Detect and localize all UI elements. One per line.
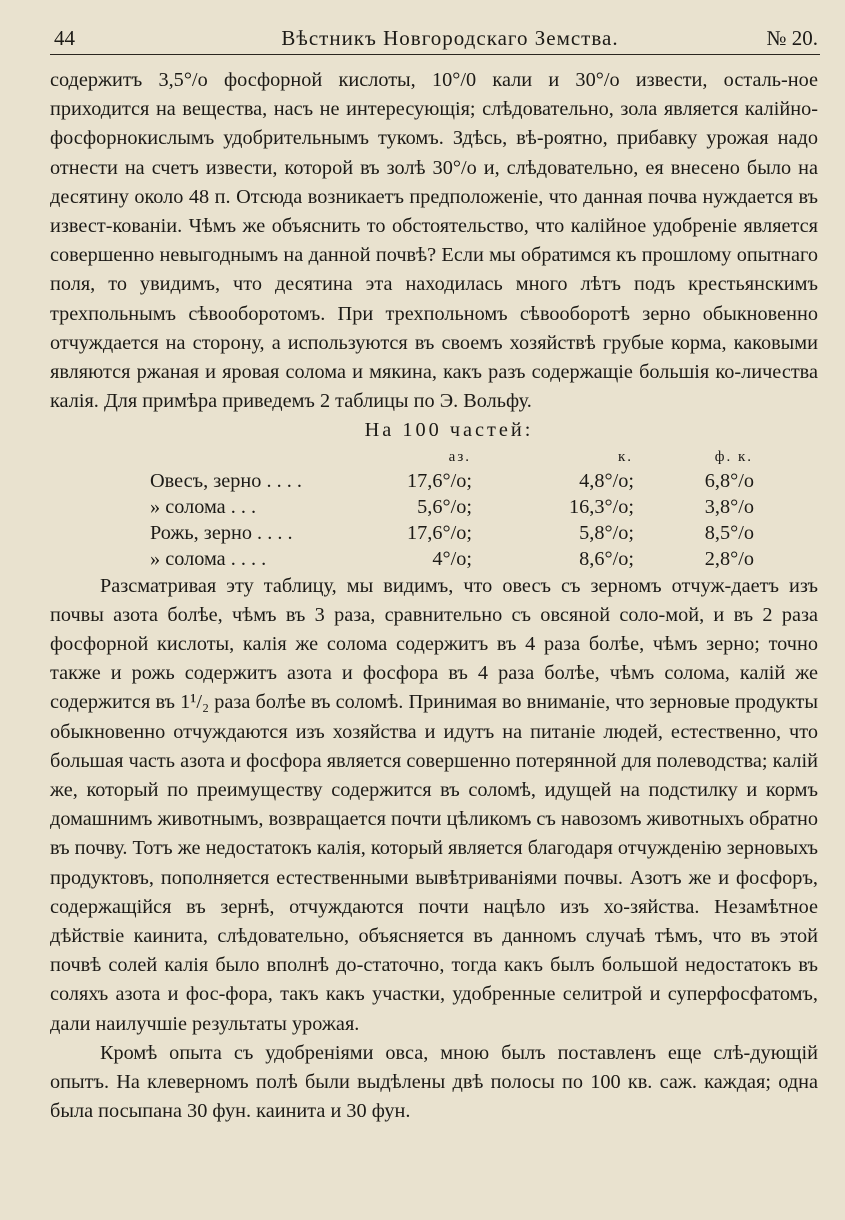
cell-phosphoric-acid: 8,5°/о: [704, 521, 754, 544]
column-nitrogen: аз.: [448, 448, 471, 465]
row-label: Овесъ, зерно: [150, 469, 262, 492]
leader-dots: . . . .: [230, 547, 267, 570]
table-row: [150, 546, 754, 572]
running-header: [50, 20, 820, 55]
table-caption: На 100 частей:: [364, 419, 534, 442]
cell-phosphoric-acid: 6,8°/о: [704, 469, 754, 492]
cell-nitrogen: 4°/о;: [432, 547, 472, 570]
leader-dots: . . . .: [266, 469, 302, 492]
row-label: » солома: [150, 547, 226, 570]
leader-dots: . . .: [230, 495, 257, 518]
cell-potassium: 16,3°/о;: [568, 495, 634, 518]
table-header-row: [150, 446, 754, 468]
cell-potassium: 8,6°/о;: [579, 547, 634, 570]
journal-title: Вѣстникъ Новгородскаго Земства.: [281, 26, 619, 50]
table-row: [150, 494, 754, 520]
issue-number: № 20.: [766, 26, 818, 50]
paragraph-2: Разсматривая эту таблицу, мы видимъ, что овесъ съ зерномъ отчуж-даетъ изъ почвы азота болѣе, чѣмъ въ 3 раза, сравнительно съ овсяной соло-мой, и въ 2 раза фосфорной кислоты, калія же солома содержитъ въ 4 раза болѣе, чѣмъ зерно; точно также и рожь содержитъ азота и фосфора въ 4 раза болѣе, чѣмъ солома, калій же содержится въ 1¹/₂ раза болѣе въ соломѣ. Принимая во вниманіе, что зерновые продукты обыкновенно отчуждаются изъ хозяйства и идутъ на питаніе людей, естественно, что большая часть азота и фосфора является совершенно потерянной для полеводства; калій же, который по преимуществу содержится въ соломѣ, идущей на подстилку и кормъ домашнимъ животнымъ, возвращается почти цѣликомъ съ навозомъ животныхъ обратно въ почву. Тотъ же недостатокъ калія, который является благодаря отчужденію зерновыхъ продуктовъ, пополняется естественными вывѣтриваніями почвы. Азотъ же и фосфоръ, содержащійся въ зернѣ, отчуждаются почти нацѣло изъ хо-зяйства. Незамѣтное дѣйствіе каинита, слѣдовательно, объясняется въ данномъ случаѣ тѣмъ, что въ этой почвѣ солей калія было вполнѣ до-статочно, тогда какъ былъ большой недостатокъ въ соляхъ азота и фос-фора, такъ какъ участки, удобренные селитрой и суперфосфатомъ, дали наилучшіе результаты урожая.: [50, 574, 818, 1035]
cell-nitrogen: 17,6°/о;: [406, 469, 472, 492]
row-label: » солома: [150, 495, 226, 518]
leader-dots: . . . .: [257, 521, 293, 544]
row-label: Рожь, зерно: [150, 521, 252, 544]
page-number: 44: [54, 26, 75, 50]
column-potassium: к.: [617, 448, 633, 465]
cell-phosphoric-acid: 3,8°/о: [704, 495, 754, 518]
paragraph-1: содержитъ 3,5°/о фосфорной кислоты, 10°/0 кали и 30°/о извести, осталь-ное приходится на вещества, насъ не интересующія; слѣдовательно, зола является калійно-фосфорнокислымъ удобрительнымъ тукомъ. Здѣсь, вѣ-роятно, прибавку урожая надо отнести на счетъ извести, которой въ золѣ 30°/о и, слѣдовательно, ея внесено было на десятину около 48 п. Отсюда возникаетъ предположеніе, что данная почва нуждается въ извест-кованіи. Чѣмъ же объяснить то обстоятельство, что калійное удобреніе является совершенно невыгоднымъ на данной почвѣ? Если мы обратимся къ прошлому опытнаго поля, то увидимъ, что десятина эта находилась много лѣтъ подъ крестьянскимъ трехпольнымъ сѣвооборотомъ. При трехпольномъ сѣвооборотѣ зерно обыкновенно отчуждается на сторону, а используются въ своемъ хозяйствѣ грубые корма, каковыми являются ржаная и яровая солома и мякина, какъ разъ содержащіе большія ко-личества калія. Для примѣра приведемъ 2 таблицы по Э. Вольфу.: [50, 69, 818, 413]
cell-nitrogen: 17,6°/о;: [406, 521, 472, 544]
cell-nitrogen: 5,6°/о;: [417, 495, 472, 518]
article-body: [50, 66, 818, 1127]
cell-phosphoric-acid: 2,8°/о: [704, 547, 754, 570]
table-row: [150, 520, 754, 546]
column-phosphoric-acid: ф. к.: [714, 448, 753, 465]
cell-potassium: 5,8°/о;: [579, 521, 634, 544]
nutrient-table: [150, 446, 754, 572]
cell-potassium: 4,8°/о;: [579, 469, 634, 492]
paragraph-3: Кромѣ опыта съ удобреніями овса, мною былъ поставленъ еще слѣ-дующій опытъ. На клеверномъ полѣ были выдѣлены двѣ полосы по 100 кв. саж. каждая; одна была посыпана 30 фун. каинита и 30 фун.: [50, 1041, 818, 1123]
table-row: [150, 468, 754, 494]
